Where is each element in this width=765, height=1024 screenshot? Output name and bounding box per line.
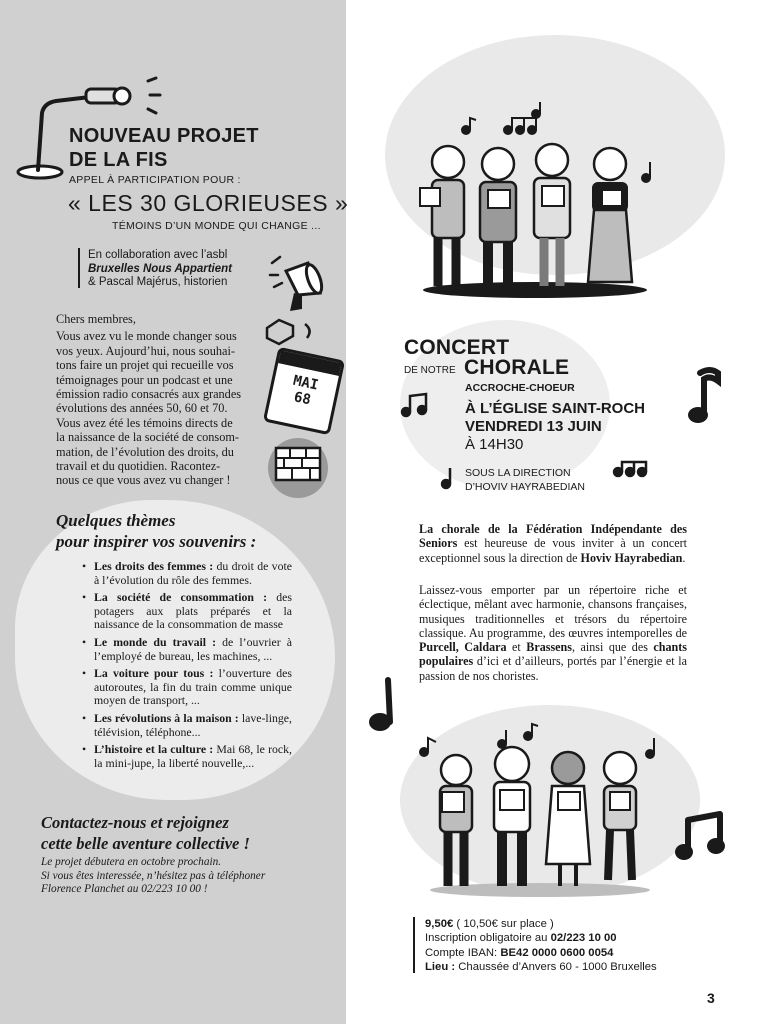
theme-title: La société de consommation : bbox=[94, 590, 268, 605]
venue: À L’ÉGLISE SAINT-ROCH bbox=[465, 400, 646, 417]
lieu: Chaussée d’Anvers 60 - 1000 Bruxelles bbox=[455, 960, 657, 973]
theme-title: Les droits des femmes : bbox=[94, 559, 214, 573]
theme-text: lave-linge, télévision, téléphone... bbox=[94, 710, 292, 739]
note-line-1: Le projet débutera en octobre prochain. bbox=[41, 856, 222, 868]
price-line bbox=[425, 917, 657, 931]
para1-end: . bbox=[682, 550, 686, 565]
theme-text: de l’ouvrier à l’employé de bureau, les machines, ... bbox=[94, 634, 293, 663]
iban-label: Compte IBAN: bbox=[425, 946, 501, 959]
megaphone-icon bbox=[268, 253, 328, 315]
page-number: 3 bbox=[707, 990, 715, 1006]
title-line-1: NOUVEAU PROJET bbox=[69, 125, 259, 147]
note-line-3: Florence Planchet au 02/223 10 00 ! bbox=[41, 883, 208, 895]
theme-title: L’histoire et la culture : bbox=[94, 742, 214, 757]
theme-title: Le monde du travail : bbox=[94, 634, 217, 649]
themes-list bbox=[80, 560, 292, 774]
list-item bbox=[80, 560, 292, 587]
lieu-line bbox=[425, 960, 657, 974]
note-line-2: Si vous êtes interessée, n’hésitez pas à téléphoner bbox=[41, 869, 266, 882]
contact-line-2: cette belle aventure collective ! bbox=[41, 834, 250, 853]
bread-icon bbox=[265, 318, 315, 348]
para1-text: est heureuse de vous inviter à un concert exceptionnel sous la direction de bbox=[419, 536, 687, 565]
title-line-2: DE LA FIS bbox=[69, 149, 168, 171]
concert-paragraph-2 bbox=[419, 583, 687, 683]
direction-line-1: SOUS LA DIRECTION bbox=[465, 467, 571, 479]
intro-line: la naissance de la société de consom- bbox=[56, 430, 240, 445]
contact-line-1: Contactez-nous et rejoignez bbox=[41, 813, 229, 832]
theme-text: Mai 68, le rock, la mini-jupe, la liberté nouvelle,... bbox=[94, 742, 292, 770]
intro-line: émission radio consacrés aux grandes bbox=[56, 387, 242, 402]
theme-title: Les révolutions à la maison : bbox=[94, 710, 239, 725]
chorale-heading: CHORALE bbox=[464, 356, 570, 379]
contact-note bbox=[41, 856, 265, 897]
para2-text: , ainsi que des bbox=[571, 640, 654, 655]
collaboration bbox=[88, 249, 232, 290]
theme-text: l’ouverture des autoroutes, la fin du train comme unique moyen de transport, ... bbox=[94, 666, 292, 708]
price: 9,50€ bbox=[425, 918, 454, 930]
music-note-icon bbox=[686, 365, 726, 427]
intro-text bbox=[56, 312, 264, 488]
inscription-line bbox=[425, 931, 657, 945]
themes-heading-line-1: Quelques thèmes bbox=[56, 511, 176, 530]
theme-title: « LES 30 GLORIEUSES » bbox=[68, 190, 349, 216]
project-title bbox=[69, 124, 259, 172]
para2-text: et bbox=[506, 640, 527, 655]
direction-line-2: D’HOVIV HAYRABEDIAN bbox=[465, 480, 585, 493]
music-notes-icon bbox=[460, 100, 660, 190]
divider bbox=[78, 248, 80, 288]
phone: 02/223 10 00 bbox=[550, 932, 617, 945]
contact-heading bbox=[41, 812, 250, 854]
list-item bbox=[80, 667, 292, 708]
intro-line: témoignages pour un podcast et une bbox=[56, 372, 233, 387]
list-item bbox=[80, 743, 292, 770]
list-item bbox=[80, 636, 292, 663]
inscription-label: Inscription obligatoire au bbox=[425, 932, 551, 945]
intro-line: travail et du quotidien. Racontez- bbox=[56, 459, 221, 474]
practical-info bbox=[425, 917, 657, 974]
calendar-label: MAI 68 bbox=[291, 372, 320, 409]
para2-text: Laissez-vous emporter par un répertoire riche et éclectique, mêlant avec harmonie, chansons françaises, musiques traditionnelles et trésors du répertoire classique. Au programme, des œuvres intemporelles de bbox=[419, 583, 687, 640]
intro-line: nous ce que vous avez vu changer ! bbox=[56, 473, 231, 488]
theme-title: La voiture pour tous : bbox=[94, 666, 214, 681]
intro-line: Vous avez été les témoins directs de bbox=[56, 415, 233, 430]
collab-organisation: Bruxelles Nous Appartient bbox=[88, 262, 232, 275]
composer-brassens: Brassens bbox=[526, 640, 572, 655]
themes-heading bbox=[56, 510, 256, 552]
brick-wall-icon bbox=[274, 446, 322, 482]
popular-songs: chants populaires bbox=[419, 640, 688, 669]
theme-subtitle: TÉMOINS D’UN MONDE QUI CHANGE ... bbox=[112, 220, 321, 232]
intro-line: tons faire un projet qui recueille vos bbox=[56, 358, 234, 373]
time: À 14H30 bbox=[465, 436, 524, 453]
iban-line bbox=[425, 946, 657, 960]
director-name: Hoviv Hayrabedian bbox=[580, 550, 683, 565]
iban: BE42 0000 0600 0054 bbox=[500, 946, 614, 959]
list-item bbox=[80, 591, 292, 632]
intro-line: évolutions des années 50, 60 et 70. bbox=[56, 401, 228, 416]
para2-text: d’ici et d’ailleurs, portés par l’énergie et la passion de nos choristes. bbox=[419, 654, 687, 683]
choir-name: ACCROCHE-CHOEUR bbox=[465, 382, 575, 394]
intro-line: Vous avez vu le monde changer sous bbox=[56, 329, 237, 344]
divider bbox=[413, 917, 415, 973]
intro-line: vos yeux. Aujourd’hui, nous souhai- bbox=[56, 343, 235, 358]
concert-heading: CONCERT bbox=[404, 336, 510, 359]
de-notre: DE NOTRE bbox=[404, 365, 456, 376]
music-notes-icon bbox=[418, 722, 663, 762]
music-note-icon bbox=[366, 676, 402, 736]
federation-name: La chorale de la Fédération Indépendante des Seniors bbox=[419, 522, 687, 551]
concert-paragraph-1 bbox=[419, 522, 687, 565]
list-item bbox=[80, 712, 292, 739]
date: VENDREDI 13 JUIN bbox=[465, 418, 602, 435]
themes-heading-line-2: pour inspirer vos souvenirs : bbox=[56, 532, 257, 551]
price-onsite: ( 10,50€ sur place ) bbox=[453, 918, 554, 930]
lieu-label: Lieu : bbox=[425, 960, 456, 973]
music-note-icon bbox=[676, 810, 736, 866]
collab-line-1: En collaboration avec l’asbl bbox=[88, 249, 228, 261]
intro-line: mation, de l’évolution des droits, du bbox=[56, 444, 234, 459]
call-for-participation: APPEL À PARTICIPATION POUR : bbox=[69, 174, 241, 186]
theme-text: des potagers aux plats préparés et la naissance de la consommation de masse bbox=[94, 590, 292, 632]
theme-text: du droit de vote à l’évolution du rôle des femmes. bbox=[94, 559, 292, 587]
composers: Purcell, Caldara bbox=[419, 640, 507, 655]
salutation: Chers membres, bbox=[56, 312, 136, 326]
collab-line-3: & Pascal Majérus, historien bbox=[88, 276, 228, 288]
